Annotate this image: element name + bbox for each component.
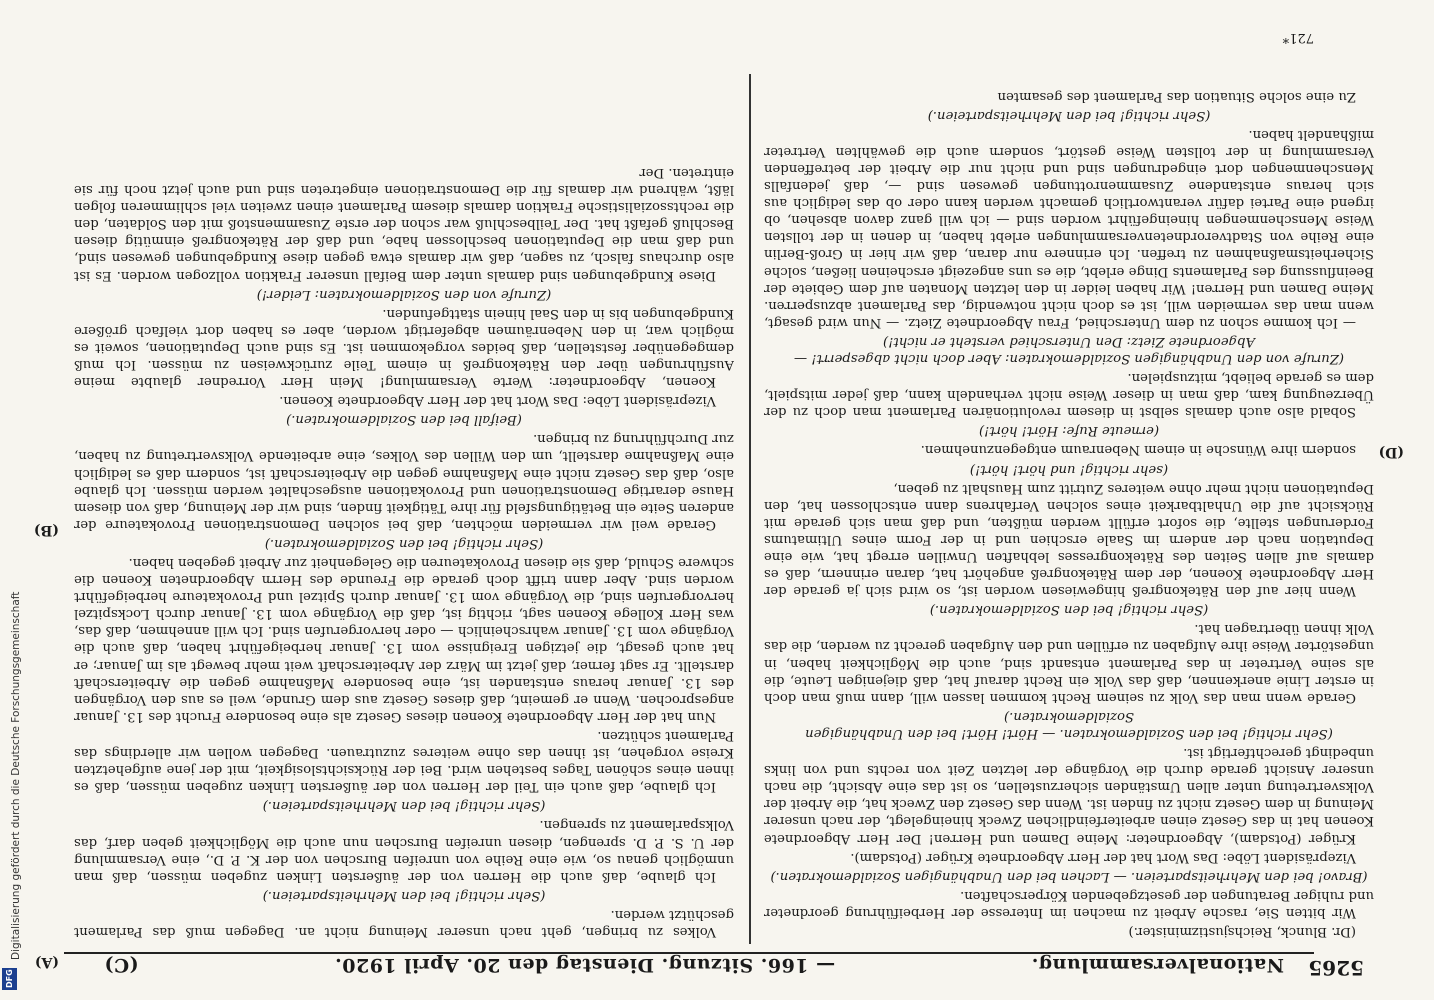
paragraph: Zu eine solche Situation das Parlament des gesamten	[997, 88, 1356, 104]
paragraph: Volkes zu bringen, geht nach unserer Meinung nicht an. Dagegen muß das Parlament geschützt werden.	[74, 906, 734, 939]
interjection: (Bravo! bei den Mehrheitsparteien. — Lachen bei den Unabhängigen Sozialdemokraten.)	[770, 868, 1368, 884]
paragraph: (Dr. Blunck, Reichsjustizminister.)	[1128, 924, 1356, 939]
interjection: (Zurufe von den Unabhängigen Sozialdemokraten: Aber doch nicht abgesperrt! — Abgeordnete Zietz: Den Unterschied versteht er nicht!)	[793, 333, 1345, 366]
dfg-logo: DFG	[2, 968, 17, 990]
page-number: 5265	[1308, 956, 1364, 980]
margin-marker-d: (D)	[1378, 444, 1404, 460]
paragraph: Vizepräsident Löbe: Das Wort hat der Herr Abgeordnete Krüger (Potsdam).	[850, 849, 1356, 865]
margin-marker-a: (A)	[34, 954, 59, 970]
header-title: Nationalversammlung.	[1031, 954, 1284, 976]
column-divider	[749, 74, 751, 944]
paragraph: Gerade wenn man das Volk zu seinem Recht kommen lassen will, dann muß man doch in erster Linie anerkennen, daß das Volk ein Recht darauf hat, daß diejenigen Leute, die als seine Vertreter in das Parlament entsandt sind, auch die Möglichkeit haben, in ungestörter Weise ihre Aufgaben zu erfüllen und den Aufgaben gerecht zu werden, die das Volk ihnen übertragen hat.	[764, 621, 1374, 705]
interjection: (erneute Rufe: Hört! hört!)	[978, 423, 1160, 439]
paragraph: Nun hat der Herr Abgeordnete Koenen dieses Gesetz als eine besondere Frucht des 13. Januar angesprochen. Wenn er gemeint, daß dieses Gesetz aus dem Grunde, weil es aus den Vorgängen des 13. Januar heraus entstanden ist, eine besondere Maßnahme gegen die Arbeiterschaft darstellt. Er sagt ferner, daß jetzt im März der Arbeiterschaft weit mehr bewegt als im Januar; er hat auch gesagt, die jetzigen Ereignisse vom 13. Januar herbeigeführt haben, daß auch die Vorgänge vom 13. Januar wahrscheinlich — oder hervorgerufen sind. Ich will annehmen, daß das, was Herr Kollege Koenen sagt, richtig ist, daß die Vorgänge vom 13. Januar durch Lockspitzel hervorgerufen sind, die Vorgänge vom 13. Januar durch Spitzel und Provokateure herbeigeführt worden sind. Aber dann trifft doch gerade die Freunde des Herrn Abgeordneten Koenen die schwere Schuld, daß sie diesen Provokateuren die Gelegenheit zur Arbeit gegeben haben.	[74, 555, 734, 724]
paragraph: Vizepräsident Löbe: Das Wort hat der Herr Abgeordnete Koenen.	[279, 393, 716, 409]
paragraph: Ich glaube, daß auch ein Teil der Herren von der äußersten Linken zugeben müssen, daß es ihnen eines schönen Tages bestehen wird. Bei der Rücksichtslosigkeit, mit der jene aufgehetzten Kreise vorgehen, ist ihnen das ohne weiteres zuzutrauen. Dagegen wollen wir allerdings das Parlament schützen.	[74, 727, 734, 795]
dfg-credit-text: Digitalisierung gefördert durch die Deutsche Forschungsgemeinschaft	[10, 591, 22, 960]
paragraph: — Ich komme schon zu dem Unterschied, Frau Abgeordnete Zietz. — Nun wird gesagt, wenn man das vermeiden will, ist es doch nicht notwendig, das Parlament abzusperren. Meine Damen und Herren! Wir haben leider in den letzten Monaten auf dem Gebiete der Beeinflussung des Parlaments Dinge erlebt, die es uns angezeigt erscheinen ließen, solche Sicherheitsmaßnahmen zu treffen. Ich erinnere nur daran, daß wir hier in Groß-Berlin eine Reihe von Stadtverordnetenversammlungen erlebt haben, in denen in der tollsten Weise Menschenmengen hineingeführt worden sind — ich will ganz davon absehen, ob irgend eine Partei dafür verantwortlich gemacht werden kann oder ob das lediglich aus sich heraus entstandene Zusammenrottungen gewesen sind —, daß jedenfalls Menschenmengen dort eingedrungen sind und nicht nur die Arbeit der betreffenden Versammlung in der tollsten Weise gestört, sondern auch die gewählten Vertreter mißhandelt haben.	[764, 126, 1374, 330]
text-column-left	[74, 70, 734, 940]
margin-marker-b: (B)	[33, 522, 59, 538]
paragraph: Sobald also auch damals selbst in diesem revolutionären Parlament man doch zu der Überzeugung kam, daß man in dieser Weise nicht verhandeln kann, daß jeder mitspielt, dem es gerade beliebt, mitzuspielen.	[764, 370, 1374, 420]
paragraph: Wir bitten Sie, rasche Arbeit zu machen im Interesse der Herbeiführung geordneter und ruhiger Beratungen der gesetzgebenden Körperschaften.	[764, 887, 1374, 920]
paragraph: sondern ihre Wünsche in einem Nebenraum entgegenzunehmen.	[920, 442, 1356, 458]
paragraph: Krüger (Potsdam), Abgeordneter: Meine Damen und Herren! Der Herr Abgeordnete Koenen hat in das Gesetz einen arbeiterfeindlichen Zweck hineingelegt, der nach unserer Meinung in dem Gesetz nicht zu finden ist. Wenn das Gesetz den Zweck hat, die Arbeit der Volksvertretung unter allen Umständen sicherzustellen, so ist das eine Absicht, die nach unserer Ansicht gerade durch die Vorgänge der letzten Zeit von rechts und von links unbedingt gerechtfertigt ist.	[764, 745, 1374, 846]
interjection: (sehr richtig! und hört! hört!)	[969, 461, 1169, 477]
interjection: (Sehr richtig! bei den Sozialdemokraten.)	[264, 535, 544, 551]
paragraph: Diese Kundgebungen sind damals unter dem Beifall unserer Fraktion vollzogen worden. Es ist also durchaus falsch, zu sagen, daß wir damals etwa gegen diese Kundgebungen gewesen sind, und daß man die Deputationen beschlossen habe, und daß der Rätekongreß einmütig diesen Beschluß gefaßt hat. Der Teilbeschluß war schon der erste Zusammenstoß mit den Soldaten, den die rechtssozialistische Fraktion damals diesem Parlament einen zweiten viel schlimmeren folgen läßt, während wir damals für die Demonstrationen eingetreten sind und auch jetzt noch für sie eintreten. Der	[74, 164, 734, 283]
paragraph: Ich glaube, daß auch die Herren von der äußersten Linken zugeben müssen, daß man unmöglich genau so, wie eine Reihe von unreifen Burschen von der K. P. D., eine Versammlung der U. S. P. D. sprengen, diesen unreifen Burschen nun auch die Möglichkeit geben darf, das Volksparlament zu sprengen.	[74, 817, 734, 884]
paragraph: Wenn hier auf den Rätekongreß hingewiesen worden ist, so wird sich ja gerade der Herr Abgeordnete Koenen, der dem Rätekongreß angehört hat, daran erinnern, daß es damals auf allen Seiten des Rätekongresses lebhaften Unwillen erregt hat, wie eine Deputation nach der andern im Saale erschien und in der Form eines Ultimatums Forderungen stellte, die sofort erfüllt werden müßten, und daß man sich gerade mit Rücksicht auf die Unhaltbarkeit eines solchen Verfahrens dann entschlossen hat, den Deputationen nicht mehr ohne weiteres Zutritt zum Haushalt zu geben,	[764, 480, 1374, 599]
page-header	[64, 952, 1314, 982]
interjection: (Sehr richtig! bei den Mehrheitsparteien.)	[262, 798, 546, 814]
text-column-right	[764, 70, 1374, 940]
interjection: (Sehr richtig! bei den Mehrheitsparteien.)	[927, 107, 1211, 123]
header-session: — 166. Sitzung. Dienstag den 20. April 1920.	[334, 954, 836, 976]
footer-page-note: 721*	[1282, 30, 1314, 45]
interjection: (Zurufe von den Sozialdemokraten: Leider!)	[256, 286, 552, 302]
interjection: (Sehr richtig! bei den Mehrheitsparteien.)	[262, 887, 546, 903]
interjection: (Beifall bei den Sozialdemokraten.)	[286, 412, 522, 428]
paragraph: Gerade weil wir vermeiden möchten, daß bei solchen Demonstrationen Provokateure der anderen Seite ein Betätigungsfeld für ihre Tätigkeit finden, sind wir der Meinung, daß von diesem Hause derartige Demonstrationen und Provokationen ausgeschaltet werden müssen. Ich glaube also, daß das Gesetz nicht eine Maßnahme gegen die Arbeiterschaft ist, sondern daß es lediglich eine Maßnahme darstellt, um den Willen des Volkes, eine arbeitende Volksvertretung zu haben, zur Durchführung zu bringen.	[74, 431, 734, 532]
header-marker-c: (C)	[104, 954, 139, 976]
interjection: (Sehr richtig! bei den Sozialdemokraten.)	[929, 602, 1209, 618]
paragraph: Koenen, Abgeordneter: Werte Versammlung! Mein Herr Vorredner glaubte meine Ausführungen über den Rätekongreß in einem Teile zurückweisen zu müssen. Ich muß demgegenüber feststellen, daß beides vorgekommen ist. Es sind auch Deputationen, soweit es möglich war, in den Nebenräumen abgefertigt worden, aber es haben dort vielfach größere Kundgebungen bis in den Saal hinein stattgefunden.	[74, 305, 734, 390]
interjection: (Sehr richtig! bei den Sozialdemokraten. — Hört! Hört! bei den Unabhängigen Sozialdemokraten.)	[805, 708, 1333, 741]
